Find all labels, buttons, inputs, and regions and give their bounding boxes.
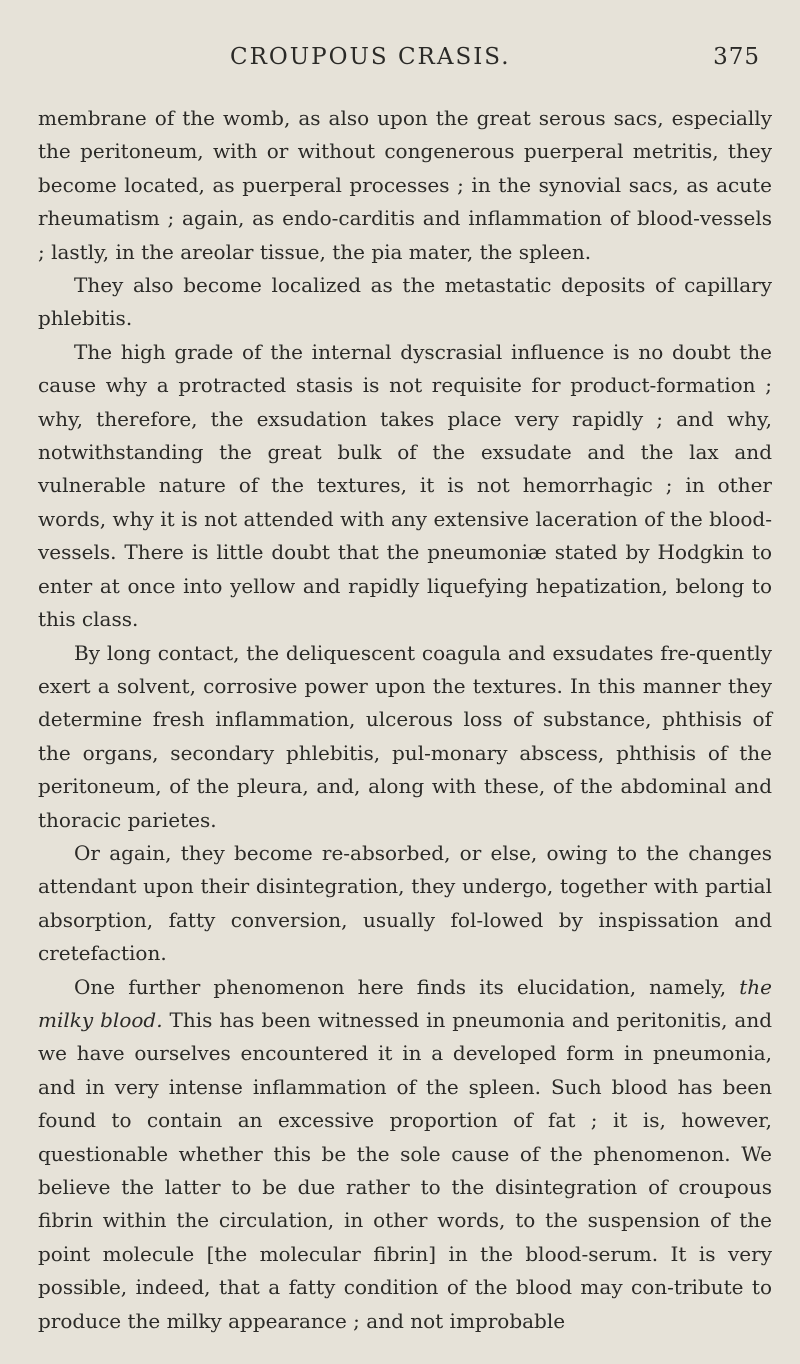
page-header: [38, 44, 772, 84]
milky-blood-emphasis: the milky blood.: [38, 974, 772, 1032]
paragraph-2: They also become localized as the metastatic deposits of capillary phlebitis.: [38, 273, 772, 331]
paragraph-1: membrane of the womb, as also upon the great serous sacs, especially the peritoneum, with or without congenerous puerperal metritis, they become located, as puerperal processes ; in the synovial sacs, as acute rheumatism ; again, as endo-carditis and inflammation of blood-vessels ; lastly, in the areolar tissue, the pia mater, the spleen.: [38, 106, 772, 264]
paragraph-4: By long contact, the deliquescent coagula and exsudates fre-quently exert a solvent, corrosive power upon the textures. In this manner they determine fresh inflammation, ulcerous loss of substance, phthisis of the organs, secondary phlebitis, pul-monary abscess, phthisis of the peritoneum, of the pleura, and, along with these, of the abdominal and thoracic parietes.: [38, 640, 772, 832]
paragraph-3: The high grade of the internal dyscrasial influence is no doubt the cause why a protracted stasis is not requisite for product-formation ; why, therefore, the exsudation takes place very rapidly ; and why, notwithstanding the great bulk of the exsudate and the lax and vulnerable nature of the textures, it is not hemorrhagic ; in other words, why it is not attended with any extensive laceration of the blood-vessels. There is little doubt that the pneumoniæ stated by Hodgkin to enter at once into yellow and rapidly liquefying hepatization, belong to this class.: [38, 339, 772, 632]
paragraph-6: [38, 971, 772, 1338]
paragraph-6-rest: This has been witnessed in pneumonia and peritonitis, and we have ourselves encountered it in a developed form in pneumonia, and in very intense inflammation of the spleen. Such blood has been found to contain an excessive proportion of fat ; it is, however, questionable whether this be the sole cause of the phenomenon. We believe the latter to be due rather to the disintegration of croupous fibrin within the circulation, in other words, to the suspension of the point molecule [the molecular fibrin] in the blood-serum. It is very possible, indeed, that a fatty condition of the blood may con-tribute to produce the milky appearance ; and not improbable: [38, 1007, 772, 1333]
paragraph-6-lead: One further phenomenon here finds its elucidation, namely,: [74, 974, 740, 999]
running-title: CROUPOUS CRASIS.: [230, 44, 511, 70]
paragraph-5: Or again, they become re-absorbed, or else, owing to the changes attendant upon their disintegration, they undergo, together with partial absorption, fatty conversion, usually fol-lowed by inspissation and cretefaction.: [38, 840, 772, 966]
page-number: 375: [713, 44, 760, 70]
body-text: [38, 102, 772, 1338]
